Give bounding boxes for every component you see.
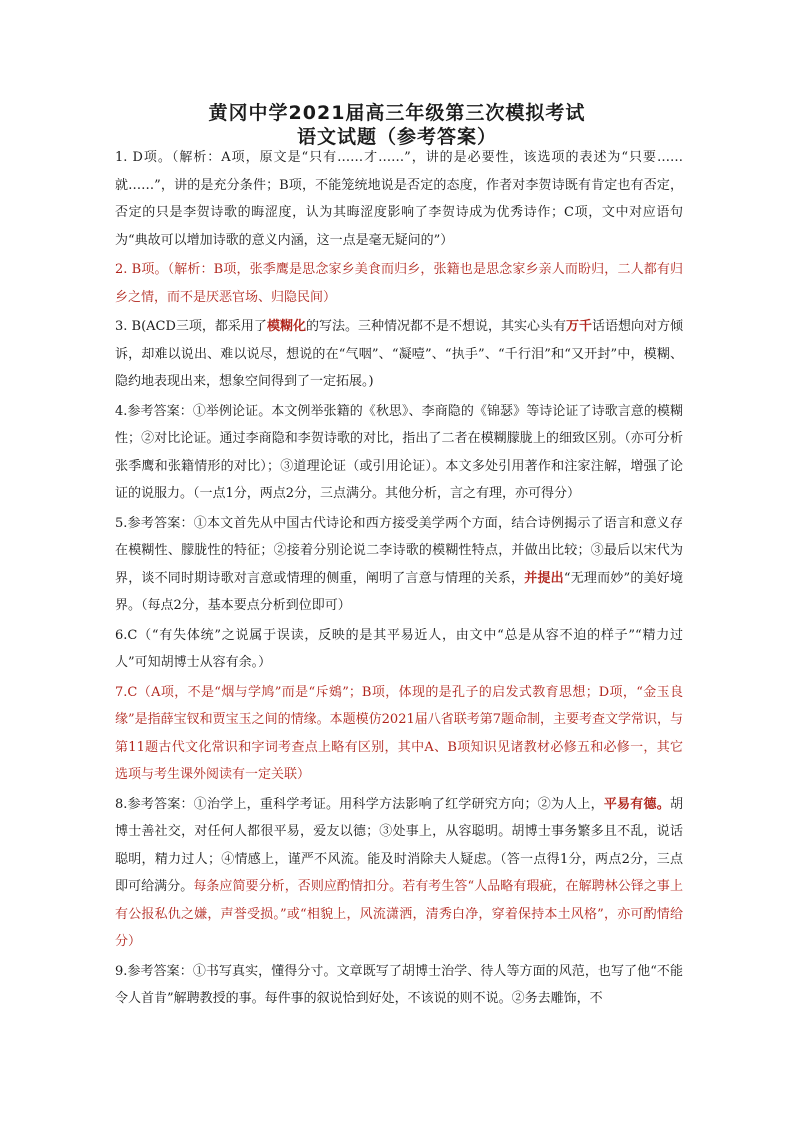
answer-item-q8 (115, 791, 683, 956)
answer-text-segment: 6.C（“有失体统”之说属于误读，反映的是其平易近人，由文中“总是从容不迫的样子”“精力过人”可知胡博士从容有余。） (115, 627, 683, 670)
document-subtitle: 语文试题（参考答案） (296, 126, 497, 148)
answer-text-segment: “无理而妙”的美好境界。（每点2分，基本要点分析到位即可） (115, 570, 683, 613)
answer-list (115, 144, 683, 1015)
answer-text-segment: 5.参考答案：①本文首先从中国古代诗论和西方接受美学两个方面，结合诗例揭示了语言和意义存在模糊性、朦胧性的特征；②接着分别论说二李诗歌的模糊性特点，并做出比较；③最后以宋代为界，谈不同时期诗歌对言意或情理的侧重，阐明了言意与情理的关系， (115, 515, 683, 586)
answer-item-q2 (115, 256, 683, 311)
answer-item-q3 (115, 313, 683, 396)
answer-text-segment: 8.参考答案：①治学上，重科学考证。用科学方法影响了红学研究方向；②为人上， (115, 796, 604, 812)
answer-text-segment: 4.参考答案：①举例论证。本文例举张籍的《秋思》、李商隐的《锦瑟》等诗论证了诗歌言意的模糊性；②对比论证。通过李商隐和李贺诗歌的对比，指出了二者在模糊朦胧上的细致区别。（亦可分析张季鹰和张籍情形的对比）；③道理论证（或引用论证）。本文多处引用著作和注家注解，增强了论证的说服力。（一点1分，两点2分，三点满分。其他分析，言之有理，亦可得分） (115, 403, 683, 501)
answer-text-segment: 7.C（A项，不是“烟与学鸠”而是“斥鴳”；B项，体现的是孔子的启发式教育思想；D项，“金玉良缘”是指薛宝钗和贾宝玉之间的情缘。本题模仿2021届八省联考第7题命制，主要考查文学常识，与第11题古代文化常识和字词考查点上略有区别，其中A、B项知识见诸教材必修五和必修一，其它选项与考生课外阅读有一定关联） (115, 684, 684, 782)
answer-text-segment: 并提出 (524, 570, 564, 586)
answer-text-segment: 平易有德。 (603, 796, 670, 812)
answer-text-segment: 2. B项。（解析：B项，张季鹰是思念家乡美食而归乡，张籍也是思念家乡亲人而盼归，二人都有归乡之情，而不是厌恶官场、归隐民间） (115, 262, 683, 305)
answer-text-segment: 的写法。三种情况都不是不想说，其实心头有 (305, 319, 566, 334)
answer-item-q5 (115, 510, 683, 620)
answer-item-q6 (115, 622, 683, 677)
answer-item-q4 (115, 398, 683, 508)
answer-text-segment: 胡博士善社交，对任何人都很平易，爱友以德；③处事上，从容聪明。胡博士事务繁多且不乱，说话聪明，精力过人；④情感上，谨严不风流。能及时消除夫人疑虑。（答一点得1分，两点2分，三点即可给满分。 (115, 796, 683, 894)
answer-text-segment: 万千 (565, 319, 592, 334)
answer-text-segment: 1. D项。（解析：A项，原文是“只有……才……”，讲的是必要性，该选项的表述为“只要……就……”，讲的是充分条件；B项，不能笼统地说是否定的态度，作者对李贺诗既有肯定也有否定，否定的只是李贺诗歌的晦涩度，认为其晦涩度影响了李贺诗成为优秀诗作；C项，文中对应语句为“典故可以增加诗歌的意义内涵，这一点是毫无疑问的”） (115, 150, 683, 248)
answer-text-segment: 每条应简要分析，否则应酌情扣分。若有考生答“人品略有瑕疵，在解聘林公铎之事上有公报私仇之嫌，声誉受损。”或“相貌上，风流潇洒，清秀白净，穿着保持本土风格”，亦可酌情给分） (115, 879, 683, 949)
answer-item-q1 (115, 144, 683, 254)
document-title: 黄冈中学2021届高三年级第三次模拟考试 (208, 102, 586, 124)
answer-text-segment: 9.参考答案：①书写真实，懂得分寸。文章既写了胡博士治学、待人等方面的风范，也写了他“不能令人首肯”解聘教授的事。每件事的叙说恰到好处，不该说的则不说。②务去雕饰，不 (115, 963, 683, 1006)
answer-text-segment: 话语想向对方倾诉，却难以说出、难以说尽，想说的在“气咽”、“凝噎”、“执手”、“千行泪”和“又开封”中，模糊、隐约地表现出来，想象空间得到了一定拓展。) (115, 319, 683, 389)
answer-item-q7 (115, 679, 683, 789)
answer-text-segment: 模糊化 (266, 319, 306, 334)
answer-item-q9 (115, 958, 683, 1013)
answer-text-segment: 3. B(ACD三项，都采用了 (115, 319, 267, 334)
